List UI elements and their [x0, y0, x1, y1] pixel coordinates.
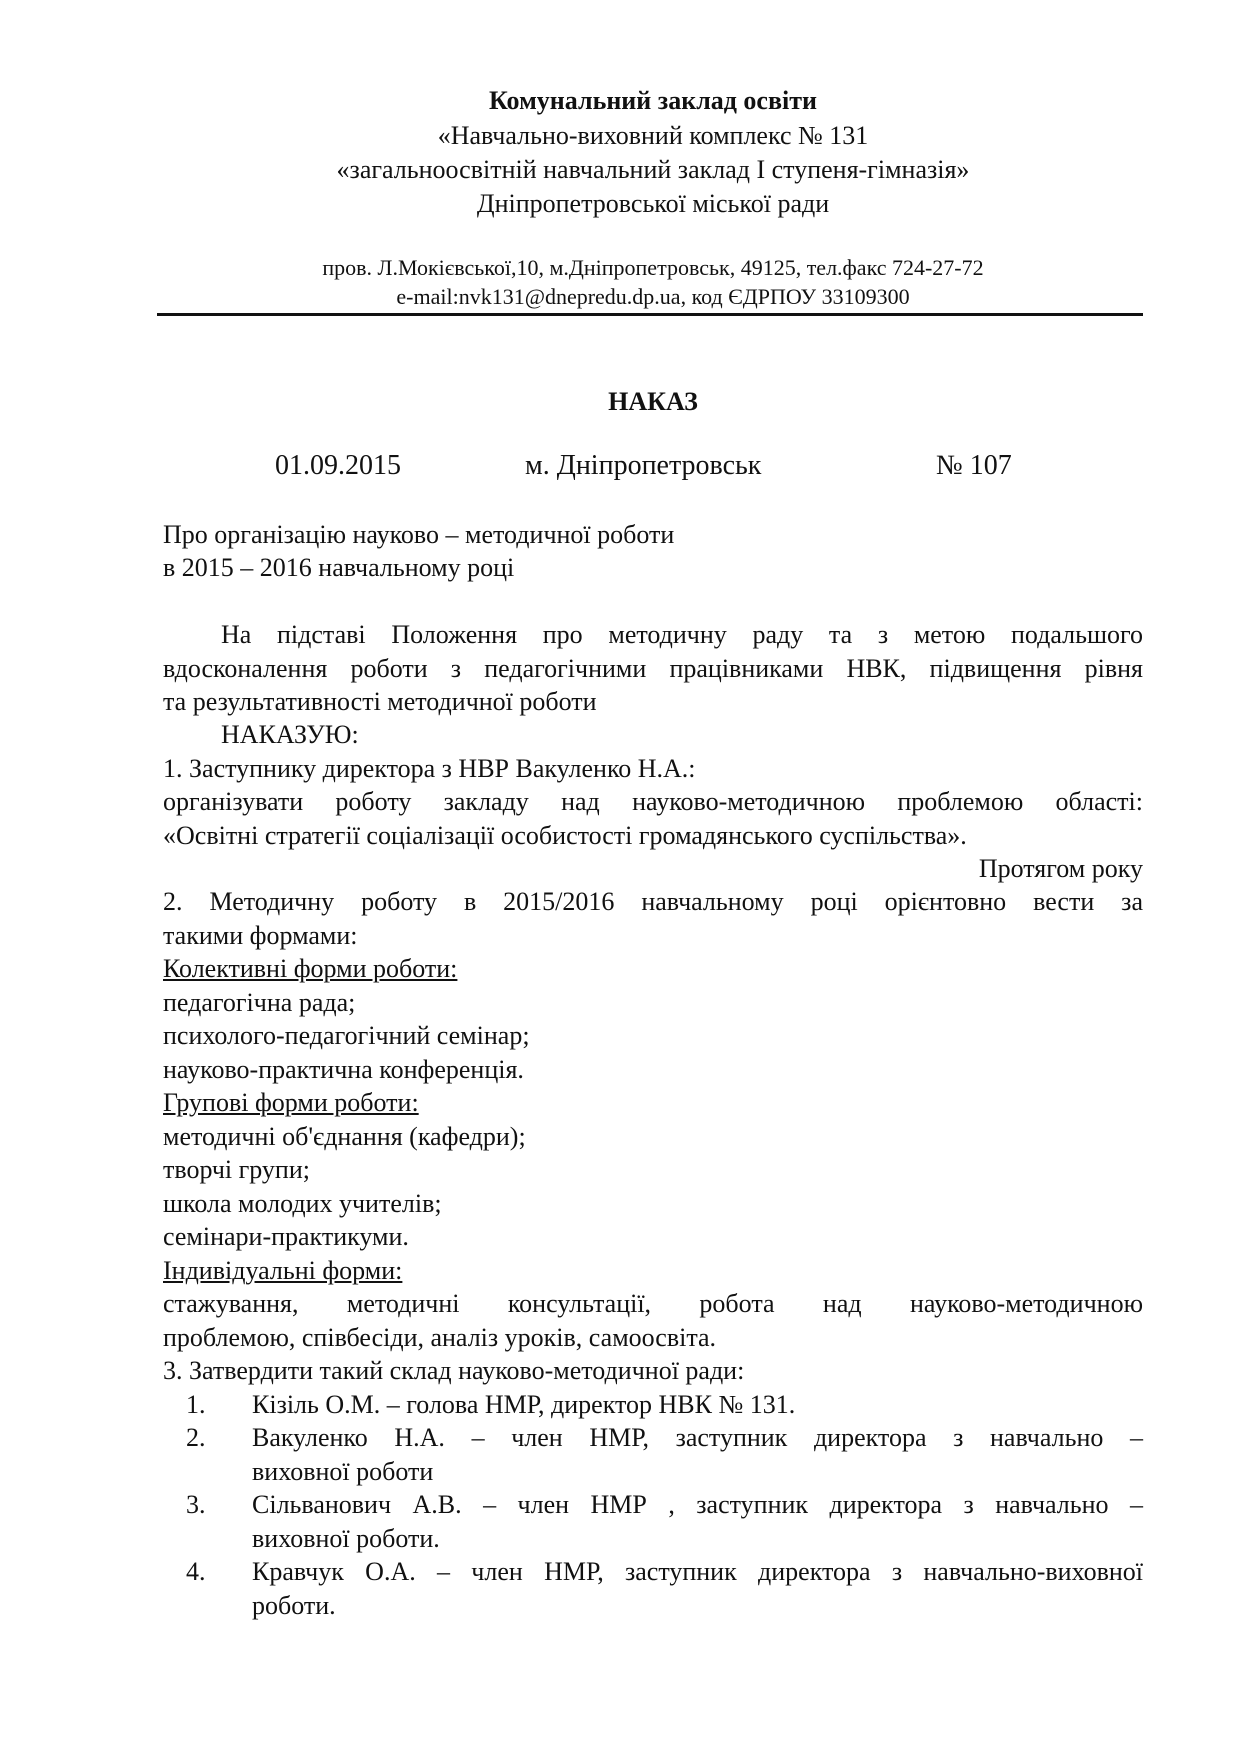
preamble-line: На підставі Положення про методичну раду та з метою подальшого: [221, 620, 1143, 649]
org-name-line: «Навчально-виховний комплекс № 131: [437, 121, 869, 150]
individual-forms-text: проблемою, співбесіди, аналіз уроків, самоосвіта.: [163, 1323, 717, 1352]
collective-forms-heading: Колективні форми роботи:: [163, 954, 458, 983]
item-2-text: 2. Методичну роботу в 2015/2016 навчальному році орієнтовно вести за: [163, 887, 1143, 916]
council-member-number: 3.: [186, 1490, 206, 1519]
order-word: НАКАЗУЮ:: [221, 720, 359, 749]
individual-forms-heading: Індивідуальні форми:: [163, 1256, 403, 1285]
council-member-text: виховної роботи.: [252, 1524, 440, 1553]
preamble-line: вдосконалення роботи з педагогічними працівниками НВК, підвищення рівня: [163, 654, 1143, 683]
council-member: [186, 1555, 1143, 1623]
item-1-term: Протягом року: [978, 854, 1143, 883]
item-1-text: «Освітні стратегії соціалізації особистості громадянського суспільства».: [163, 821, 967, 850]
order-title: НАКАЗ: [608, 387, 698, 416]
org-contacts: e-mail:nvk131@dnepredu.dp.ua, код ЄДРПОУ 33109300: [396, 284, 910, 309]
council-member-text: виховної роботи: [252, 1457, 434, 1486]
org-address: пров. Л.Мокієвської,10, м.Дніпропетровськ, 49125, тел.факс 724-27-72: [322, 255, 984, 280]
council-member: [186, 1488, 1143, 1556]
order-city: м. Дніпропетровськ: [525, 450, 762, 481]
subject-line: Про організацію науково – методичної роботи: [163, 520, 675, 549]
council-member-text: Сільванович А.В. – член НМР , заступник директора з навчально –: [252, 1490, 1143, 1519]
council-member-number: 2.: [186, 1423, 206, 1452]
item-1-text: організувати роботу закладу над науково-методичною проблемою області:: [163, 787, 1143, 816]
order-number: № 107: [936, 450, 1012, 481]
subject-line: в 2015 – 2016 навчальному році: [163, 553, 515, 582]
list-item: психолого-педагогічний семінар;: [163, 1021, 530, 1050]
council-member: [186, 1421, 1143, 1489]
council-member-text: Кізіль О.М. – голова НМР, директор НВК № 131.: [252, 1390, 796, 1419]
group-forms-heading: Групові форми роботи:: [163, 1088, 419, 1117]
item-1-title: 1. Заступнику директора з НВР Вакуленко Н.А.:: [163, 754, 696, 783]
org-name-line: «загальноосвітній навчальний заклад І ступеня-гімназія»: [336, 155, 970, 184]
list-item: семінари-практикуми.: [163, 1222, 409, 1251]
council-member: [186, 1388, 1143, 1422]
list-item: науково-практична конференція.: [163, 1055, 524, 1084]
preamble-line: та результативності методичної роботи: [163, 687, 597, 716]
item-2-text: такими формами:: [163, 921, 358, 950]
item-3-title: 3. Затвердити такий склад науково-методичної ради:: [163, 1356, 745, 1385]
individual-forms-text: стажування, методичні консультації, робота над науково-методичною: [163, 1289, 1143, 1318]
list-item: творчі групи;: [163, 1155, 310, 1184]
council-member-number: 1.: [186, 1390, 206, 1419]
org-title: Комунальний заклад освіти: [489, 86, 817, 115]
council-member-text: Кравчук О.А. – член НМР, заступник директора з навчально-виховної: [252, 1557, 1143, 1586]
council-member-text: роботи.: [252, 1591, 336, 1620]
order-date: 01.09.2015: [275, 450, 401, 481]
letterhead-divider: [157, 313, 1143, 316]
council-member-text: Вакуленко Н.А. – член НМР, заступник директора з навчально –: [252, 1423, 1143, 1452]
list-item: методичні об'єднання (кафедри);: [163, 1122, 526, 1151]
org-name-line: Дніпропетровської міської ради: [476, 189, 830, 218]
list-item: педагогічна рада;: [163, 988, 356, 1017]
council-member-number: 4.: [186, 1557, 206, 1586]
list-item: школа молодих учителів;: [163, 1189, 442, 1218]
